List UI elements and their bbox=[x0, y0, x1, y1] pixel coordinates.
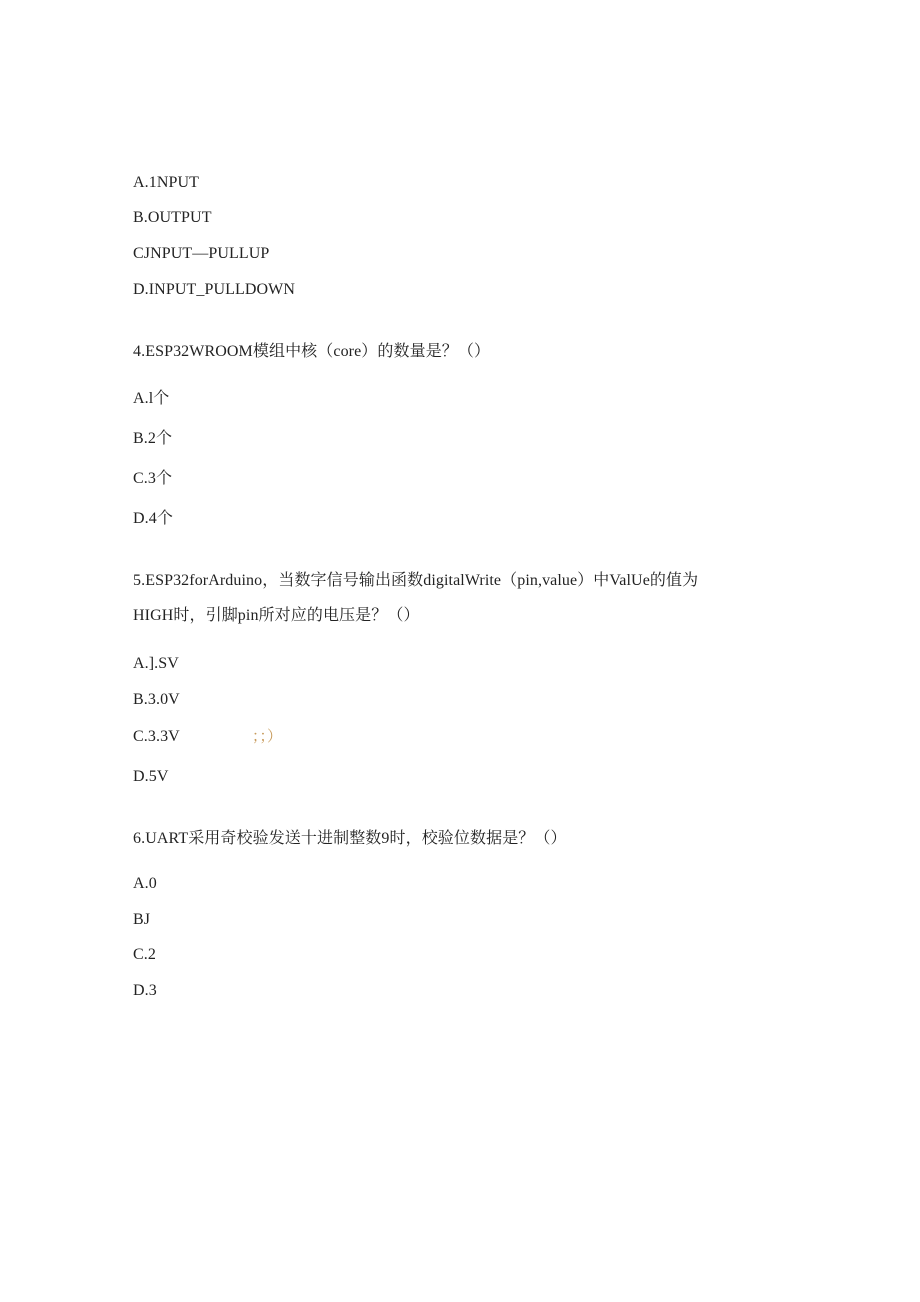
q5-option-c: C.3.3V bbox=[133, 728, 180, 745]
q4-question: 4.ESP32WROOM模组中核（core）的数量是？（） bbox=[133, 343, 491, 360]
q3-option-c: CJNPUT—PULLUP bbox=[133, 245, 270, 262]
q3-option-b: B.OUTPUT bbox=[133, 209, 212, 226]
q5-question-line2: HIGH时，引脚pin所对应的电压是？（） bbox=[133, 607, 420, 624]
q6-option-b: BJ bbox=[133, 911, 151, 928]
q4-option-b: B.2个 bbox=[133, 430, 173, 447]
q6-option-c: C.2 bbox=[133, 946, 156, 963]
q3-option-a: A.1NPUT bbox=[133, 174, 200, 191]
q3-option-d: D.INPUT_PULLDOWN bbox=[133, 281, 296, 298]
q4-option-c: C.3个 bbox=[133, 470, 173, 487]
q4-option-d: D.4个 bbox=[133, 510, 173, 527]
q5-question-line1: 5.ESP32forArduino，当数字信号输出函数digitalWrite（pin,value）中ValUe的值为 bbox=[133, 572, 699, 589]
q5-option-d: D.5V bbox=[133, 768, 169, 785]
q5-option-b: B.3.0V bbox=[133, 691, 180, 708]
q5-option-a: A.].SV bbox=[133, 655, 179, 672]
q4-option-a: A.l个 bbox=[133, 390, 170, 407]
q6-option-a: A.0 bbox=[133, 875, 157, 892]
q6-option-d: D.3 bbox=[133, 982, 157, 999]
stray-punctuation-marks: ；；） bbox=[252, 729, 283, 745]
q6-question: 6.UART采用奇校验发送十进制整数9时，校验位数据是？（） bbox=[133, 830, 567, 847]
